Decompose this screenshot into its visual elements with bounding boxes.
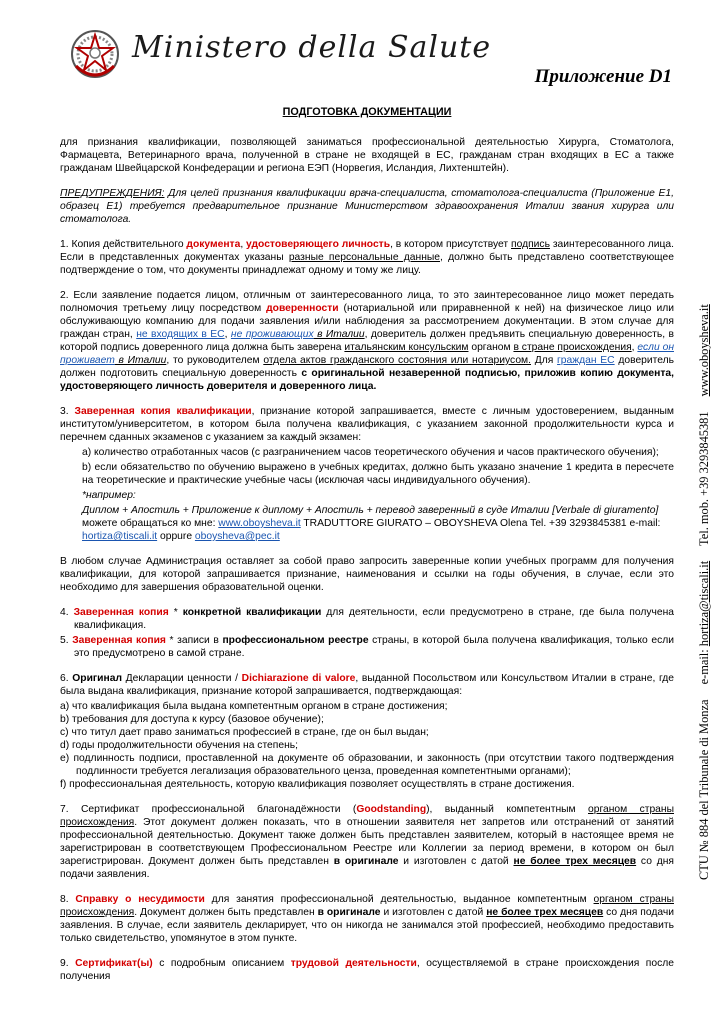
underlined: в Италии <box>114 355 167 366</box>
underlined: органом страны происхождения <box>60 804 674 828</box>
item-8 <box>60 893 674 945</box>
item-7 <box>60 803 674 881</box>
pec-email-link[interactable]: oboysheva@pec.it <box>194 531 280 542</box>
highlight: Заверенная копия квалификации <box>74 406 252 417</box>
text: со дня подачи заявления. <box>60 856 675 880</box>
text: для занятия профессиональной деятельностью, выданное компетентным <box>204 894 594 905</box>
highlight: доверенности <box>266 303 339 314</box>
text: и изготовлен с датой <box>398 856 514 867</box>
link-non-resident[interactable]: не проживающих <box>230 329 314 340</box>
item-number: 1. <box>60 239 69 250</box>
text: , в котором присутствует <box>390 239 512 250</box>
text: можете обращаться ко мне: <box>82 518 219 529</box>
text: , <box>631 342 638 353</box>
ministry-name: Ministero della Salute <box>132 30 492 65</box>
highlight: Goodstanding <box>356 804 427 815</box>
example-text: Диплом + Апостиль + Приложение к диплому + Апостиль + перевод заверенный в суде Италии [Verbale di giuramento] <box>82 505 659 516</box>
text: , доверитель должен предъявить специальную доверенность, в которой подпись доверенного лица должна быть заверена <box>60 329 674 353</box>
example-label: *например: <box>82 490 136 501</box>
text: . Документ должен быть представлен <box>134 907 318 918</box>
item-number: 3. <box>60 406 69 417</box>
ctu-text: CTU № 884 del Tribunale di Monza <box>697 699 711 880</box>
highlight: Сертификат(ы) <box>75 958 153 969</box>
highlight: удостоверяющего личность <box>246 239 391 250</box>
highlight: Dichiarazione di valore <box>241 673 356 684</box>
underlined: подпись <box>511 239 550 250</box>
bold-text: Оригинал <box>72 673 123 684</box>
website-link[interactable]: www.oboysheva.it <box>218 518 301 529</box>
link-non-eu[interactable]: не входящих в ЕС <box>136 329 225 340</box>
link-eu-citizens[interactable]: граждан ЕС <box>557 355 615 366</box>
text: доверитель должен подготовить специальную доверенность <box>60 355 675 379</box>
side-contact-strip <box>697 180 712 880</box>
text: с подробным описанием <box>152 958 291 969</box>
email-link[interactable]: hortiza@tiscali.it <box>82 531 158 542</box>
highlight: Заверенная копия <box>72 635 166 646</box>
text: Для <box>530 355 558 366</box>
link-resident[interactable]: если он проживает <box>60 342 674 366</box>
phone-text: Tel. mob. +39 3293845381 <box>697 411 711 546</box>
text: заинтересованного лица. Если в представленных документах указаны <box>60 239 675 263</box>
item-6-list-b: b) требования для доступа к курсу (базовое обучение); <box>60 714 324 725</box>
underlined: в Италии <box>313 329 365 340</box>
item-3-sub-a: a) количество отработанных часов (с разграничением часов теоретического обучения и часов практического обучения); <box>82 447 659 458</box>
text: , осуществляемой в стране происхождения после получения <box>60 958 674 982</box>
item-6 <box>60 672 674 698</box>
italian-republic-emblem-icon <box>68 26 122 82</box>
underlined: отдела актов гражданского состояния или нотариусом. <box>263 355 531 366</box>
text: oppure <box>157 531 195 542</box>
underlined: не более трех месяцев <box>513 856 637 867</box>
text: , должно быть представлено соответствующее подтверждение о том, что документы принадлежат одному и тому же лицу. <box>60 252 674 276</box>
bold-text: в оригинале <box>317 907 381 918</box>
warning-paragraph <box>60 187 674 226</box>
text: ), выданный компетентным <box>426 804 588 815</box>
item-number: 7. <box>60 804 69 815</box>
item-6-list-d: d) годы продолжительности обучения на степень; <box>60 740 298 751</box>
text: * <box>168 607 183 618</box>
item-4 <box>60 606 674 632</box>
underlined: в стране происхождения <box>513 342 632 353</box>
text: (нотариальной или приравненной к ней) на физическое лицо или обслуживающую компанию для подачи заявления и/или наблюдения за рассмотрением документации. В этом случае для граждан стран, <box>60 303 674 340</box>
bold-text: профессиональном реестре <box>222 635 369 646</box>
text: * записи в <box>165 635 223 646</box>
document-body <box>60 104 674 983</box>
item-number: 8. <box>60 894 69 905</box>
text: Сертификат профессиональной благонадёжности ( <box>68 804 357 815</box>
item-3 <box>60 405 674 444</box>
item-1 <box>60 238 674 277</box>
item-6-list-c: c) что титул дает право заниматься профессией в стране, где он был выдан; <box>60 727 429 738</box>
text: страны, в которой была получена квалификация, только если это предусмотрено в самой стране. <box>74 635 674 659</box>
text: TRADUTTORE GIURATO – OBOYSHEVA Olena Tel. +39 3293845381 e-mail: <box>300 518 661 529</box>
item-6-list-a: a) что квалификация была выдана компетентным органом в стране достижения; <box>60 701 448 712</box>
side-email-link[interactable]: hortiza@tiscali.it <box>697 560 711 647</box>
page-header <box>0 0 722 110</box>
text: . Этот документ должен показать, что в отношении заявителя нет запретов или отстранений от занятий профессиональной деятельностью. Документ также должен быть представлен заявителем, который в настоящее время не зарегистрирован в соответствующем Профессиональном Реестре или Коллегии за период времени, в котором он был зарегистрирован. Документ должен быть представлен <box>60 817 674 867</box>
text: , то руководителем <box>166 355 264 366</box>
side-website-link[interactable]: www.oboysheva.it <box>697 304 711 397</box>
admin-note: В любом случае Администрация оставляет за собой право запросить заверенные копии учебных программ для получения квалификации, для которой запрашивается признание, наименования и ссылки на годы обучения, в случае, если это необходимо для завершения образовательной оценки. <box>60 556 674 593</box>
text: для деятельности, если предусмотрено в стране, где была получена квалификация. <box>74 607 674 631</box>
bold-text: с оригинальной незаверенной подписью, приложив копию документа, удостоверяющего личность доверителя и доверенного лица. <box>60 368 674 392</box>
underlined: разные персональные данные <box>288 252 441 263</box>
bold-text: в оригинале <box>333 856 399 867</box>
item-3-sub-b: b) если обязательство по обучению выражено в учебных кредитах, должно быть указано значение 1 кредита в пересчете на теоретические и практические учебные часы (исключая часы индивидуального обучения). <box>82 462 674 486</box>
bold-text: конкретной квалификации <box>182 607 322 618</box>
item-2 <box>60 289 674 393</box>
underlined: не более трех месяцев <box>486 907 604 918</box>
text: со дня подачи заявления. В случае, если заявитель декларирует, что он никогда не занимался этой профессией, необходимо предоставить только свидетельство, упомянутое в этом пункте. <box>60 907 674 944</box>
highlight: трудовой деятельности <box>290 958 417 969</box>
item-9 <box>60 957 674 983</box>
text: , признание которой запрашивается, вместе с личным удостоверением, выданным институтом/университетом, в котором была получена квалификация, с указанием законной продолжительности курса и перечнем сданных экзаменов с указанием за каждый экзамен: <box>60 406 674 443</box>
text: , <box>240 239 247 250</box>
document-title: ПОДГОТОВКА ДОКУМЕНТАЦИИ <box>282 106 452 118</box>
highlight: Заверенная копия <box>73 607 169 618</box>
highlight: Справку о несудимости <box>75 894 205 905</box>
text: , <box>224 329 231 340</box>
underlined: органом страны происхождения <box>60 894 674 918</box>
item-number: 9. <box>60 958 69 969</box>
annex-title: Приложение D1 <box>534 66 672 87</box>
item-number: 5. <box>60 635 69 646</box>
item-number: 4. <box>60 607 69 618</box>
warning-text: Для целей признания квалификации врача-специалиста, стоматолога-специалиста (Приложение E1, образец E1) требуется предварительное признание Министерством здравоохранения Италии звания хирурга или стоматолога. <box>60 188 674 225</box>
underlined: итальянским консульским <box>344 342 469 353</box>
example-block <box>60 504 674 543</box>
item-6-list-f: f) профессиональная деятельность, которую квалификация позволяет осуществлять в стране достижения. <box>60 779 575 790</box>
warning-label: ПРЕДУПРЕЖДЕНИЯ: <box>60 188 165 199</box>
item-number: 2. <box>60 290 69 301</box>
email-label: e-mail: <box>697 649 711 685</box>
item-5 <box>60 634 674 660</box>
text: Копия действительного <box>68 239 187 250</box>
item-6-list-e: e) подлинность подписи, проставленной на документе об образовании, и законность (при отсутствии такого подтверждения подлинности требуется легализация образовательного ценза, проведенная компетентными органами); <box>60 753 674 777</box>
text: Декларации ценности / <box>122 673 242 684</box>
intro-paragraph: для признания квалификации, позволяющей заниматься профессиональной деятельностью Хирурга, Стоматолога, Фармацевта, Ветеринарного врача, полученной в стране не входящей в ЕС, гражданам стран входящих в ЕС а также гражданам Швейцарской Конфедерации и региона ЕЭП (Норвегия, Исландия, Лихтенштейн). <box>60 137 674 174</box>
text: и изготовлен с датой <box>380 907 487 918</box>
text: , выданной Посольством или Консульством Италии в стране, где была выдана квалификация, признание которой запрашивается, подтверждающая: <box>60 673 674 697</box>
text: органом <box>468 342 514 353</box>
highlight: документа <box>186 239 241 250</box>
text: Если заявление подается лицом, отличным от заинтересованного лица, то это заинтересованное лицо может передать полномочия третьему лицу посредством <box>60 290 674 314</box>
item-number: 6. <box>60 673 69 684</box>
